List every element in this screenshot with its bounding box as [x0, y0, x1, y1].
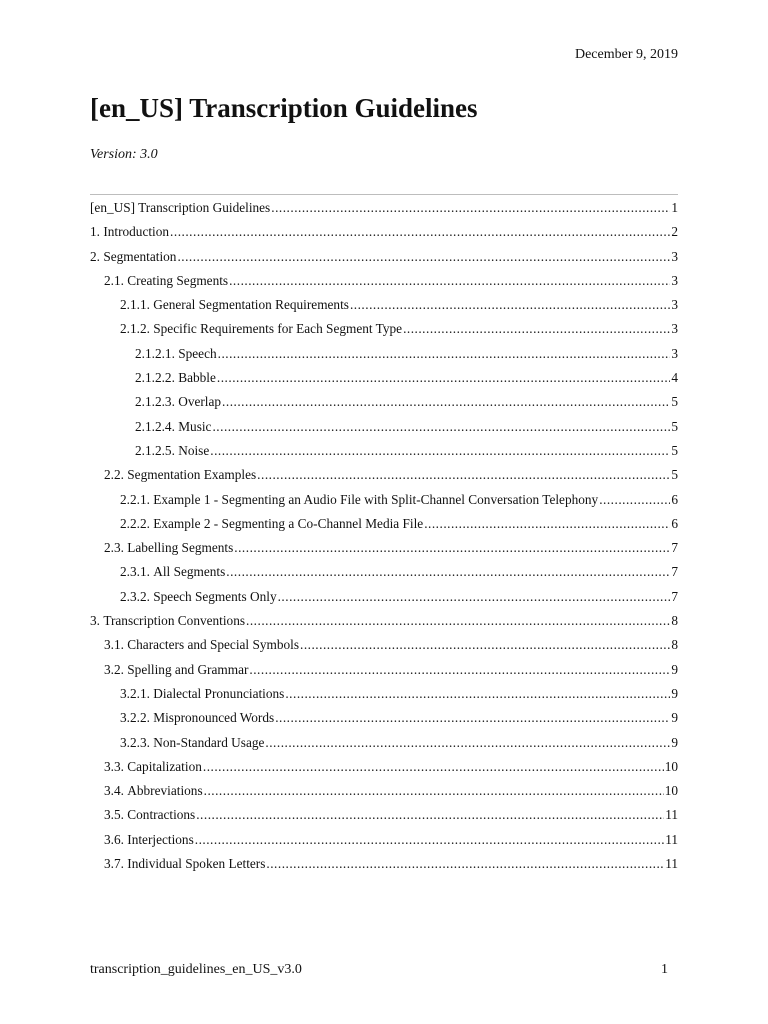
toc-entry-number: 2.3.2. — [120, 588, 150, 604]
toc-entry-number: 2.2. — [104, 467, 124, 483]
toc-entry-number: 3.5. — [104, 807, 124, 823]
toc-entry-label: Speech — [178, 345, 217, 361]
toc-entry[interactable] — [90, 317, 678, 341]
toc-entry-number: 3.2.1. — [120, 685, 150, 701]
toc-entry[interactable] — [90, 463, 678, 487]
toc-entry[interactable] — [90, 585, 678, 609]
toc-leader-dots — [196, 803, 664, 827]
toc-entry[interactable] — [90, 779, 678, 803]
toc-entry-number: 3.2.3. — [120, 734, 150, 750]
toc-entry-number: 2.2.1. — [120, 491, 150, 507]
toc-entry-page: 9 — [671, 710, 678, 726]
toc-leader-dots — [229, 269, 670, 293]
toc-entry[interactable] — [90, 560, 678, 584]
toc-entry[interactable] — [90, 803, 678, 827]
toc-entry-label: Individual Spoken Letters — [127, 856, 266, 872]
toc-leader-dots — [278, 585, 671, 609]
toc-leader-dots — [210, 439, 670, 463]
toc-entry[interactable] — [90, 755, 678, 779]
toc-entry-label: Example 1 - Segmenting an Audio File with Split-Channel Conversation Telephony — [153, 491, 599, 507]
toc-leader-dots — [599, 488, 670, 512]
toc-entry-number: 2.1.2.4. — [135, 418, 175, 434]
toc-entry-page: 5 — [671, 442, 678, 458]
toc-entry-page: 11 — [665, 831, 678, 847]
toc-entry-label: Contractions — [127, 807, 196, 823]
toc-entry[interactable] — [90, 342, 678, 366]
toc-entry-page: 3 — [671, 321, 678, 337]
toc-entry-label: [en_US] Transcription Guidelines — [90, 200, 271, 215]
toc-entry-label: Capitalization — [127, 758, 202, 774]
toc-entry-label: Labelling Segments — [127, 540, 234, 556]
document-version: Version: 3.0 — [90, 147, 158, 162]
toc-entry-page: 9 — [671, 661, 678, 677]
toc-entry-number: 2.1.2. — [120, 321, 150, 337]
toc-entry-number: 2.2.2. — [120, 515, 150, 531]
toc-entry-number: 3.3. — [104, 758, 124, 774]
toc-entry-label: All Segments — [153, 564, 226, 580]
footer-page-number: 1 — [661, 962, 668, 977]
toc-leader-dots — [203, 755, 664, 779]
toc-leader-dots — [170, 220, 670, 244]
toc-entry-page: 3 — [671, 248, 678, 264]
toc-entry-label: Speech Segments Only — [153, 588, 277, 604]
toc-entry[interactable] — [90, 852, 678, 876]
document-date: December 9, 2019 — [574, 47, 678, 62]
toc-entry[interactable] — [90, 682, 678, 706]
toc-leader-dots — [285, 682, 670, 706]
toc-entry-number: 2. — [90, 248, 100, 264]
toc-entry[interactable] — [90, 269, 678, 293]
toc-entry-label: Babble — [178, 370, 216, 386]
toc-entry-page: 9 — [671, 734, 678, 750]
toc-entry-page: 6 — [671, 515, 678, 531]
toc-entry-number: 1. — [90, 224, 100, 240]
toc-entry-page: 2 — [671, 224, 678, 240]
toc-leader-dots — [234, 536, 670, 560]
toc-leader-dots — [424, 512, 670, 536]
toc-leader-dots — [249, 658, 670, 682]
toc-entry[interactable] — [90, 245, 678, 269]
toc-entry-number: 2.1.2.1. — [135, 345, 175, 361]
toc-entry-number: 2.1. — [104, 272, 124, 288]
toc-entry-number: 2.1.2.5. — [135, 442, 175, 458]
footer-filename: transcription_guidelines_en_US_v3.0 — [90, 962, 302, 977]
toc-entry[interactable] — [90, 828, 678, 852]
toc-entry-number: 3.1. — [104, 637, 124, 653]
toc-entry-label: Segmentation Examples — [127, 467, 257, 483]
toc-leader-dots — [403, 317, 670, 341]
toc-entry-page: 4 — [671, 370, 678, 386]
toc-entry-page: 3 — [671, 297, 678, 313]
toc-entry-number: 3.6. — [104, 831, 124, 847]
toc-entry-label: Non-Standard Usage — [153, 734, 265, 750]
toc-entry-page: 8 — [671, 637, 678, 653]
toc-entry-page: 5 — [671, 467, 678, 483]
toc-entry-label: Introduction — [103, 224, 170, 240]
toc-entry-number: 2.3. — [104, 540, 124, 556]
toc-leader-dots — [271, 196, 670, 220]
toc-entry-label: Creating Segments — [127, 272, 229, 288]
toc-entry-label: Transcription Conventions — [103, 613, 246, 629]
toc-entry-label: Music — [178, 418, 212, 434]
toc-divider — [90, 194, 678, 195]
toc-leader-dots — [222, 390, 670, 414]
toc-entry-page: 6 — [671, 491, 678, 507]
toc-entry-page: 11 — [665, 856, 678, 872]
toc-entry-page: 3 — [671, 272, 678, 288]
toc-entry-number: 2.3.1. — [120, 564, 150, 580]
toc-entry[interactable] — [90, 439, 678, 463]
toc-entry-page: 1 — [671, 200, 678, 215]
toc-entry-number: 2.1.1. — [120, 297, 150, 313]
page-title: [en_US] Transcription Guidelines — [90, 93, 478, 123]
toc-entry[interactable] — [90, 390, 678, 414]
toc-entry-page: 7 — [671, 588, 678, 604]
toc-leader-dots — [212, 415, 670, 439]
toc-entry-number: 3.4. — [104, 783, 124, 799]
toc-entry-page: 5 — [671, 418, 678, 434]
toc-entry-page: 5 — [671, 394, 678, 410]
toc-leader-dots — [217, 366, 670, 390]
toc-leader-dots — [350, 293, 670, 317]
toc-entry-number: 3.7. — [104, 856, 124, 872]
toc-entry[interactable] — [90, 512, 678, 536]
toc-entry-label: Noise — [178, 442, 210, 458]
toc-entry[interactable] — [90, 293, 678, 317]
toc-leader-dots — [265, 731, 670, 755]
toc-leader-dots — [195, 828, 664, 852]
toc-entry[interactable] — [90, 220, 678, 244]
toc-leader-dots — [177, 245, 670, 269]
toc-leader-dots — [204, 779, 664, 803]
toc-leader-dots — [246, 609, 670, 633]
toc-entry-label: Segmentation — [103, 248, 177, 264]
toc-leader-dots — [226, 560, 670, 584]
toc-entry-page: 9 — [671, 685, 678, 701]
toc-entry-page: 8 — [671, 613, 678, 629]
toc-entry-number: 3.2. — [104, 661, 124, 677]
toc-entry-page: 7 — [671, 540, 678, 556]
toc-entry-number: 3.2.2. — [120, 710, 150, 726]
toc-entry-label: Characters and Special Symbols — [127, 637, 299, 653]
toc-leader-dots — [266, 852, 664, 876]
toc-entry[interactable] — [90, 609, 678, 633]
toc-entry[interactable] — [90, 536, 678, 560]
toc-entry[interactable] — [90, 706, 678, 730]
toc-entry-label: Overlap — [178, 394, 222, 410]
toc-entry-label: Dialectal Pronunciations — [153, 685, 285, 701]
table-of-contents — [90, 196, 678, 876]
toc-leader-dots — [218, 342, 671, 366]
toc-entry-label: Specific Requirements for Each Segment Type — [153, 321, 403, 337]
toc-entry-page: 10 — [664, 758, 678, 774]
toc-entry[interactable] — [90, 366, 678, 390]
toc-entry-number: 3. — [90, 613, 100, 629]
toc-entry[interactable] — [90, 196, 678, 220]
toc-entry-page: 10 — [664, 783, 678, 799]
toc-entry-page: 7 — [671, 564, 678, 580]
toc-leader-dots — [275, 706, 670, 730]
toc-entry-label: Spelling and Grammar — [127, 661, 249, 677]
toc-entry-label: Interjections — [127, 831, 194, 847]
toc-leader-dots — [257, 463, 670, 487]
toc-entry-page: 3 — [671, 345, 678, 361]
toc-entry[interactable] — [90, 731, 678, 755]
toc-entry-label: Example 2 - Segmenting a Co-Channel Media File — [153, 515, 424, 531]
toc-entry-label: Mispronounced Words — [153, 710, 275, 726]
toc-entry-number: 2.1.2.3. — [135, 394, 175, 410]
toc-entry[interactable] — [90, 658, 678, 682]
toc-entry-label: General Segmentation Requirements — [153, 297, 349, 313]
toc-entry-number: 2.1.2.2. — [135, 370, 175, 386]
toc-entry[interactable] — [90, 633, 678, 657]
toc-entry-page: 11 — [665, 807, 678, 823]
toc-entry[interactable] — [90, 415, 678, 439]
toc-entry-label: Abbreviations — [127, 783, 203, 799]
toc-entry[interactable] — [90, 488, 678, 512]
toc-leader-dots — [300, 633, 670, 657]
